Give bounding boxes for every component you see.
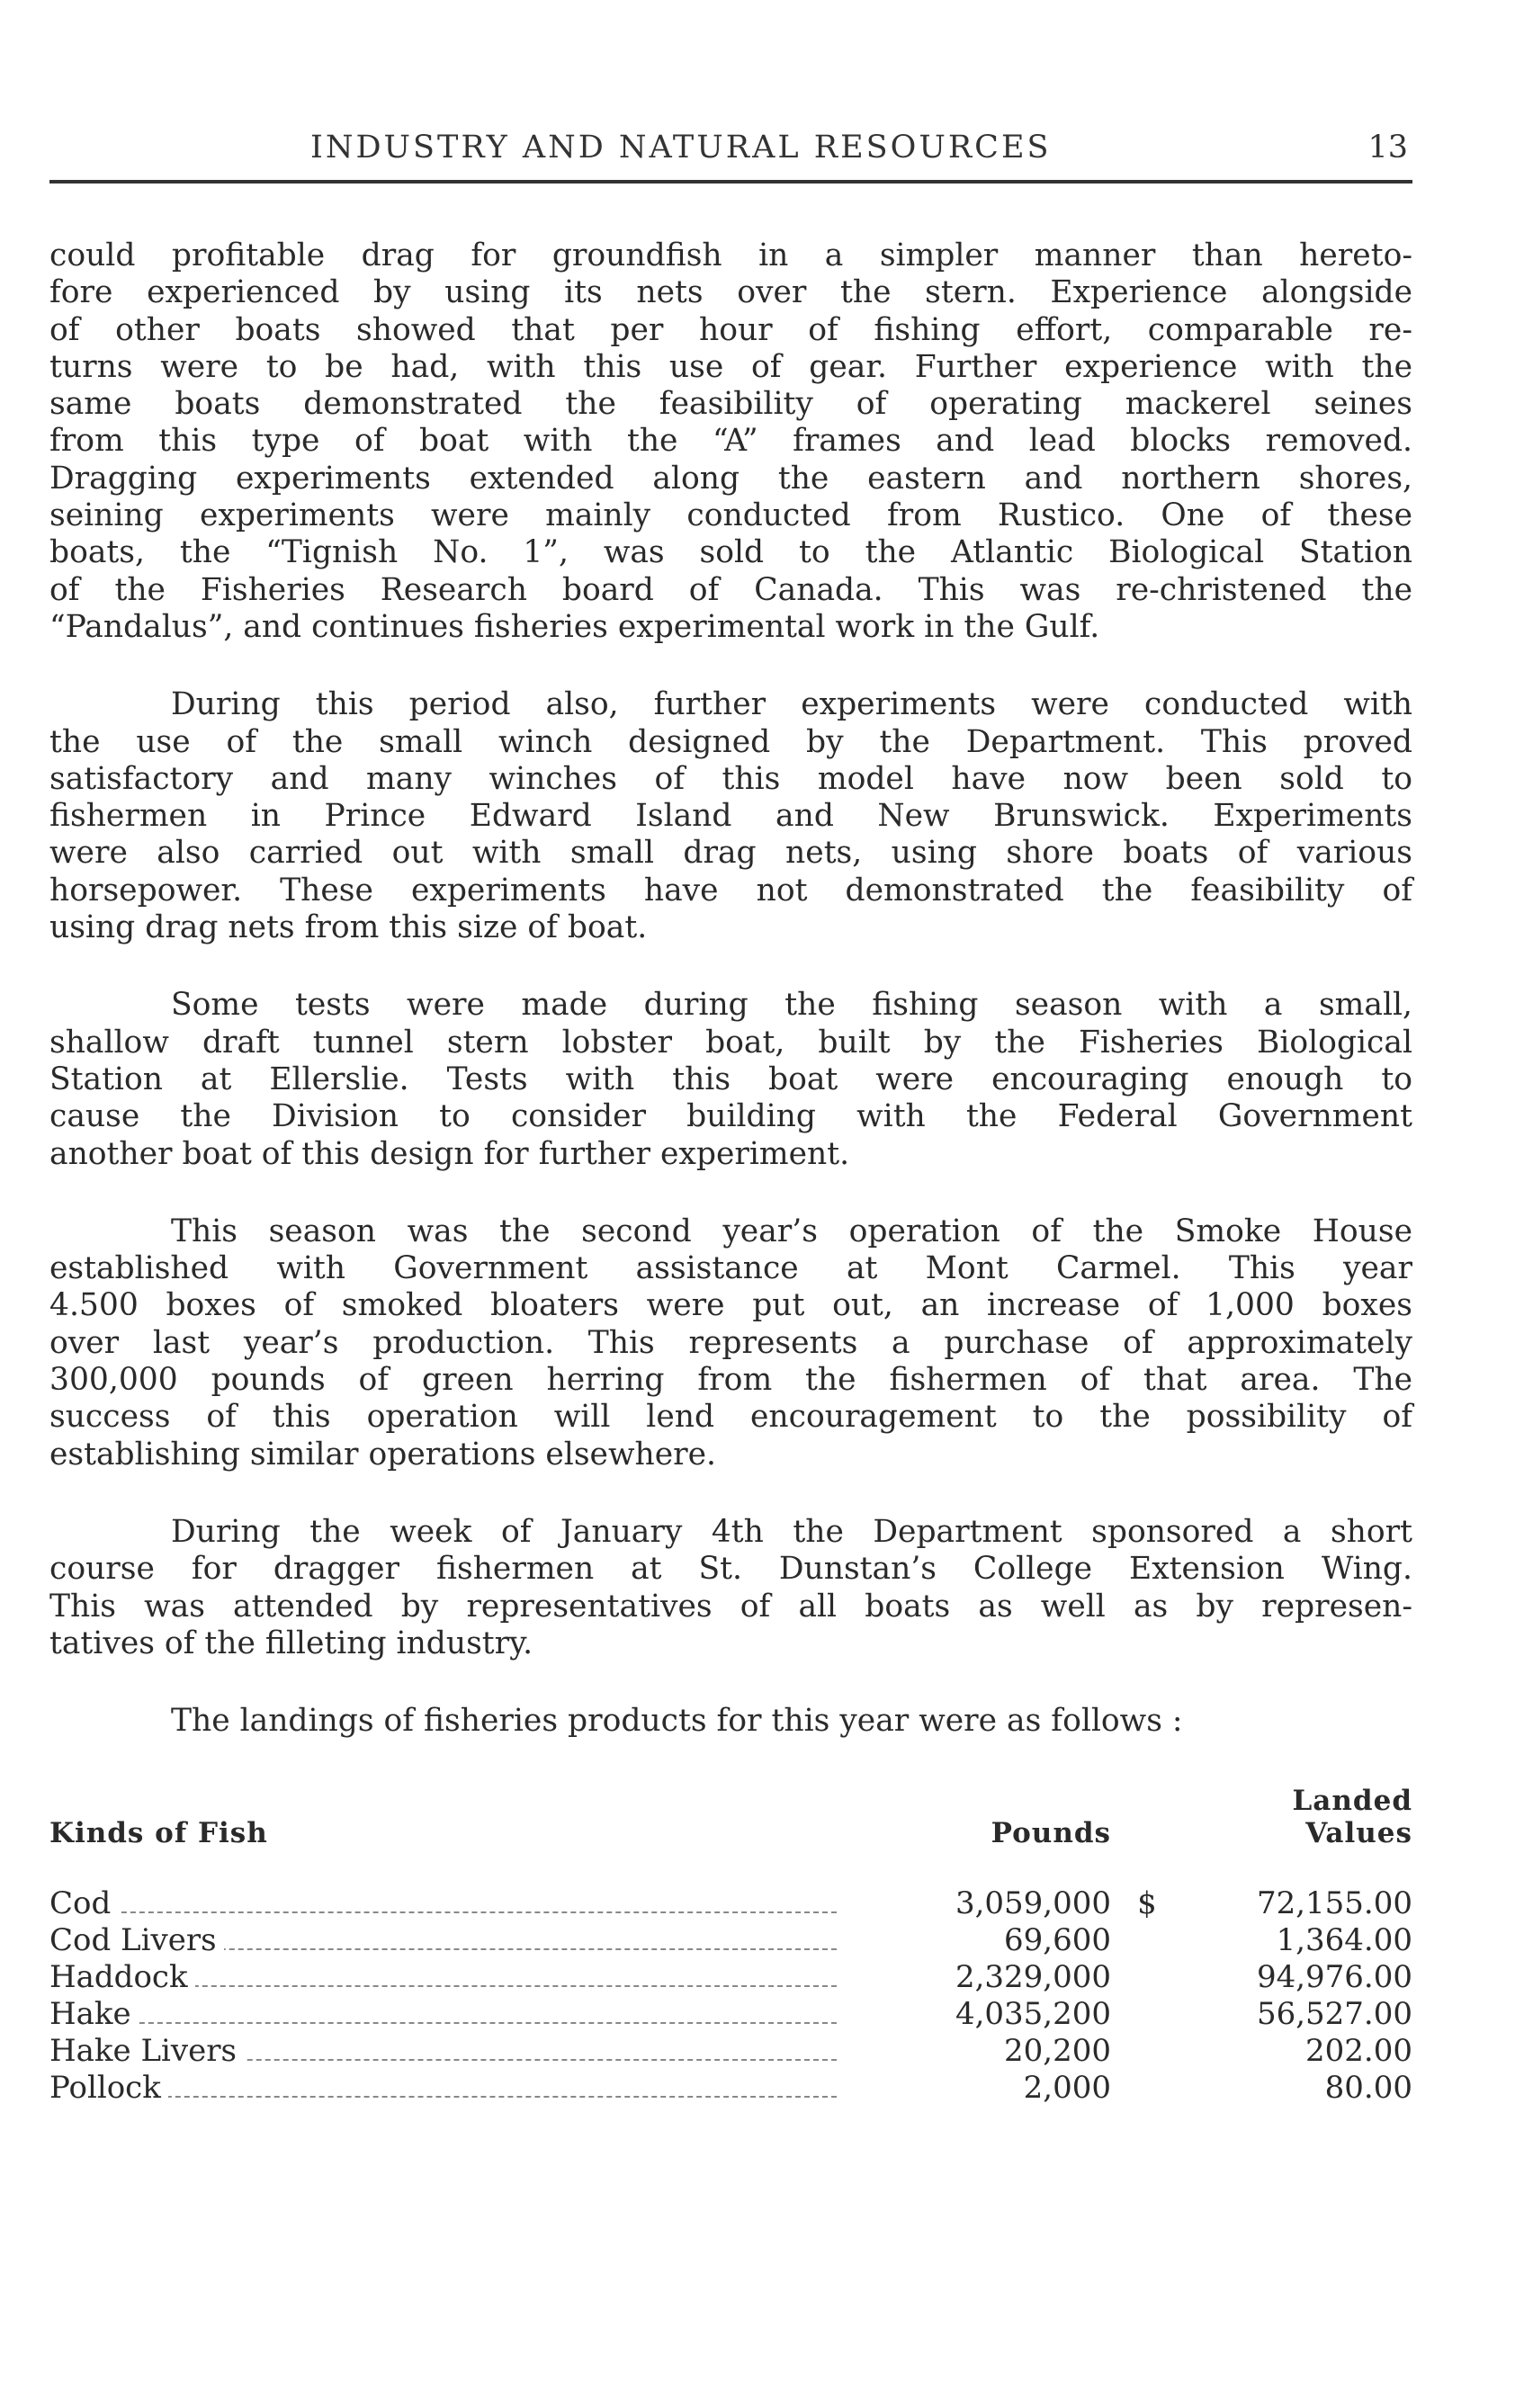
header-title: INDUSTRY AND NATURAL RESOURCES (310, 130, 1052, 166)
landed-value-cell: 72,155.00 (1256, 1885, 1412, 1922)
text-line: cause the Division to consider building with the Federal Government (49, 1098, 1412, 1135)
landings-table (49, 1785, 1412, 2107)
text-line: of the Fisheries Research board of Canada. This was re-christened the (49, 571, 1412, 608)
page-number: 13 (1367, 130, 1408, 166)
fish-kind: Pollock (49, 2070, 168, 2106)
landed-value-cell: 1,364.00 (1276, 1922, 1412, 1959)
landed-value-cell: 80.00 (1324, 2070, 1412, 2107)
fish-kind-cell (49, 1885, 886, 1922)
text-line: Some tests were made during the fishing season with a small, (171, 987, 1412, 1024)
table-row (49, 1885, 1412, 1922)
text-line: could profitable drag for groundfish in a simpler manner than hereto- (49, 237, 1412, 273)
document-page (49, 126, 1412, 2107)
table-row (49, 2033, 1412, 2070)
pounds-cell: 4,035,200 (955, 1996, 1111, 2033)
text-line: This was attended by representatives of all boats as well as by represen- (49, 1588, 1412, 1625)
dollar-sign: $ (1137, 1885, 1157, 1922)
fish-kind-cell (49, 1996, 886, 2033)
fish-kind: Cod (49, 1885, 118, 1921)
table-header-row (49, 1785, 1412, 1885)
paragraph (49, 686, 1412, 946)
text-line: of other boats showed that per hour of fishing effort, comparable re- (49, 311, 1412, 348)
table-intro: The landings of fisheries products for this year were as follows : (171, 1703, 1183, 1740)
fish-kind-cell (49, 1959, 886, 1996)
text-line: 4.500 boxes of smoked bloaters were put out, an increase of 1,000 boxes (49, 1287, 1412, 1324)
text-line: established with Government assistance at Mont Carmel. This year (49, 1250, 1412, 1287)
paragraph-list (49, 237, 1412, 1662)
dollar-sign (1120, 2070, 1174, 2107)
text-line: course for dragger fishermen at St. Dunstan’s College Extension Wing. (49, 1551, 1412, 1588)
text-line: turns were to be had, with this use of gear. Further experience with the (49, 348, 1412, 385)
text-line: were also carried out with small drag nets, using shore boats of various (49, 835, 1412, 872)
text-line: seining experiments were mainly conducted from Rustico. One of these (49, 497, 1412, 534)
running-header (49, 126, 1412, 184)
text-line: from this type of boat with the “A” frames and lead blocks removed. (49, 423, 1412, 460)
table-row (49, 1996, 1412, 2033)
table-body (49, 1885, 1412, 2107)
fish-kind: Cod Livers (49, 1922, 224, 1958)
text-line: Dragging experiments extended along the eastern and northern shores, (49, 460, 1412, 497)
body-text (49, 237, 1412, 2107)
dot-leader (49, 2022, 837, 2024)
header-spacer (1120, 1785, 1174, 1885)
dollar-sign (1120, 1996, 1174, 2033)
pounds-cell: 69,600 (1004, 1922, 1111, 1959)
paragraph (49, 237, 1412, 646)
text-line: 300,000 pounds of green herring from the fishermen of that area. The (49, 1362, 1412, 1399)
header-values: Values (1305, 1817, 1412, 1850)
text-line: This season was the second year’s operation of the Smoke House (171, 1213, 1412, 1249)
fish-kind-cell (49, 2033, 886, 2070)
fish-kind: Hake (49, 1996, 139, 2032)
text-line: shallow draft tunnel stern lobster boat, built by the Fisheries Biological (49, 1024, 1412, 1061)
landed-value-cell: 94,976.00 (1256, 1959, 1412, 1996)
text-line: same boats demonstrated the feasibility of operating mackerel seines (49, 386, 1412, 423)
header-pounds: Pounds (991, 1817, 1111, 1850)
header-kinds-of-fish: Kinds of Fish (49, 1817, 268, 1850)
table-row (49, 1959, 1412, 1996)
landed-value-cell: 202.00 (1305, 2033, 1412, 2070)
text-line: tatives of the filleting industry. (49, 1625, 533, 1661)
fish-kind-cell (49, 2070, 886, 2107)
dollar-sign (1120, 1959, 1174, 1996)
text-line: “Pandalus”, and continues fisheries experimental work in the Gulf. (49, 608, 1100, 645)
header-landed-values (1174, 1785, 1412, 1885)
text-line: success of this operation will lend encouragement to the possibility of (49, 1399, 1412, 1436)
text-line: During the week of January 4th the Department sponsored a short (171, 1513, 1412, 1550)
table-row (49, 1922, 1412, 1959)
text-line: the use of the small winch designed by the Department. This proved (49, 723, 1412, 760)
text-line: over last year’s production. This represents a purchase of approximately (49, 1324, 1412, 1361)
paragraph (49, 1213, 1412, 1473)
dollar-sign (1120, 1922, 1174, 1959)
dollar-sign (1120, 2033, 1174, 2070)
text-line: Station at Ellerslie. Tests with this boat were encouraging enough to (49, 1061, 1412, 1097)
text-line: satisfactory and many winches of this model have now been sold to (49, 760, 1412, 797)
text-line: using drag nets from this size of boat. (49, 909, 648, 946)
fish-kind: Hake Livers (49, 2033, 244, 2069)
text-line: establishing similar operations elsewhere. (49, 1436, 716, 1473)
text-line: horsepower. These experiments have not demonstrated the feasibility of (49, 872, 1412, 909)
pounds-cell: 3,059,000 (955, 1885, 1111, 1922)
dot-leader (49, 1911, 837, 1913)
fish-kind: Haddock (49, 1959, 195, 1995)
pounds-cell: 2,000 (1023, 2070, 1111, 2107)
paragraph (49, 1514, 1412, 1662)
paragraph (49, 987, 1412, 1172)
pounds-cell: 20,200 (1004, 2033, 1111, 2070)
text-line: fore experienced by using its nets over the stern. Experience alongside (49, 274, 1412, 311)
pounds-cell: 2,329,000 (955, 1959, 1111, 1996)
text-line: boats, the “Tignish No. 1”, was sold to the Atlantic Biological Station (49, 534, 1412, 571)
fish-kind-cell (49, 1922, 886, 1959)
table-row (49, 2070, 1412, 2107)
text-line: During this period also, further experiments were conducted with (171, 686, 1412, 723)
text-line: another boat of this design for further experiment. (49, 1135, 850, 1172)
landed-value-cell: 56,527.00 (1256, 1996, 1412, 2033)
text-line: fishermen in Prince Edward Island and New Brunswick. Experiments (49, 798, 1412, 835)
header-landed: Landed (1292, 1785, 1412, 1818)
